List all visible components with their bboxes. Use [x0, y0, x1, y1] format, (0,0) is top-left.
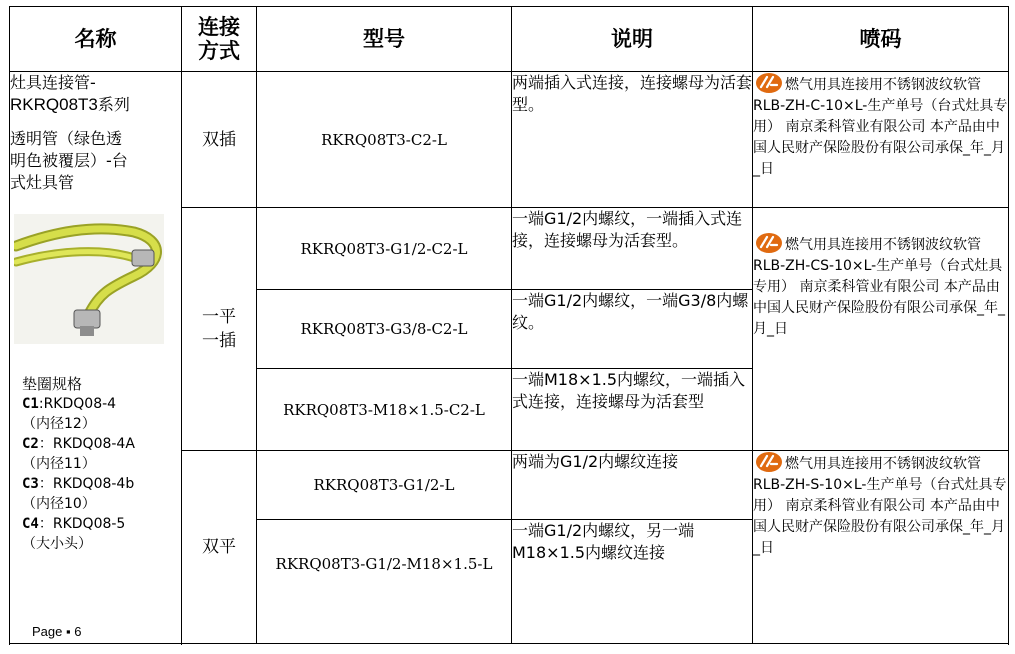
desc-cell: 一端G1/2内螺纹，一端插入式连接，连接螺母为活套型。	[512, 208, 753, 290]
product-subtitle: 透明管（绿色透 明色被覆层）-台 式灶具管	[10, 129, 128, 192]
model-cell: RKRQ08T3-C2-L	[257, 72, 512, 208]
list-item: C1:RKDQ08-4 （内径12）	[22, 396, 117, 432]
company-logo-icon	[753, 72, 783, 94]
header-name: 名称	[10, 7, 182, 72]
desc-cell: 一端G1/2内螺纹，另一端M18×1.5内螺纹连接	[512, 520, 753, 644]
conn-type-double-thread: 双平	[182, 451, 257, 644]
desc-cell: 一端M18×1.5内螺纹，一端插入式连接，连接螺母为活套型	[512, 369, 753, 451]
model-cell: RKRQ08T3-G1/2-C2-L	[257, 208, 512, 290]
product-name-cell	[10, 72, 182, 644]
desc-cell: 一端G1/2内螺纹，一端G3/8内螺纹。	[512, 290, 753, 369]
model-cell: RKRQ08T3-G1/2-M18×1.5-L	[257, 520, 512, 644]
desc-cell: 两端为G1/2内螺纹连接	[512, 451, 753, 520]
header-conn: 连接 方式	[182, 7, 257, 72]
code-cell: 燃气用具连接用不锈钢波纹软管 RLB-ZH-C-10×L-生产单号（台式灶具专用） 南京柔科管业有限公司 本产品由中国人民财产保险股份有限公司承保_年_月_日	[753, 72, 1009, 208]
company-logo-icon	[753, 232, 783, 254]
company-logo-icon	[753, 451, 783, 473]
model-cell: RKRQ08T3-G3/8-C2-L	[257, 290, 512, 369]
code-cell: 燃气用具连接用不锈钢波纹软管 RLB-ZH-CS-10×L-生产单号（台式灶具专用） 南京柔科管业有限公司 本产品由中国人民财产保险股份有限公司承保_年_月_日	[753, 208, 1009, 451]
code-cell: 燃气用具连接用不锈钢波纹软管 RLB-ZH-S-10×L-生产单号（台式灶具专用） 南京柔科管业有限公司 本产品由中国人民财产保险股份有限公司承保_年_月_日	[753, 451, 1009, 644]
desc-cell: 两端插入式连接，连接螺母为活套型。	[512, 72, 753, 208]
header-code: 喷码	[753, 7, 1009, 72]
list-item: C3：RKDQ08-4b （内径10）	[22, 476, 135, 512]
conn-type-thread-insert: 一平 一插	[182, 208, 257, 451]
list-item: C4：RKDQ08-5 （大小头）	[22, 516, 126, 552]
spec-table	[9, 6, 1009, 644]
model-cell: RKRQ08T3-G1/2-L	[257, 451, 512, 520]
header-model: 型号	[257, 7, 512, 72]
gasket-specs	[22, 374, 181, 554]
gasket-title: 垫圈规格	[22, 375, 83, 393]
list-item: C2：RKDQ08-4A （内径11）	[22, 436, 135, 472]
header-row	[10, 7, 1009, 72]
page-number: Page ▪ 6	[32, 624, 82, 639]
model-cell: RKRQ08T3-M18×1.5-C2-L	[257, 369, 512, 451]
product-title: 灶具连接管- RKRQ08T3系列	[10, 73, 130, 114]
header-desc: 说明	[512, 7, 753, 72]
table-row	[10, 72, 1009, 208]
conn-type-double-insert: 双插	[182, 72, 257, 208]
hose-image	[14, 214, 164, 344]
